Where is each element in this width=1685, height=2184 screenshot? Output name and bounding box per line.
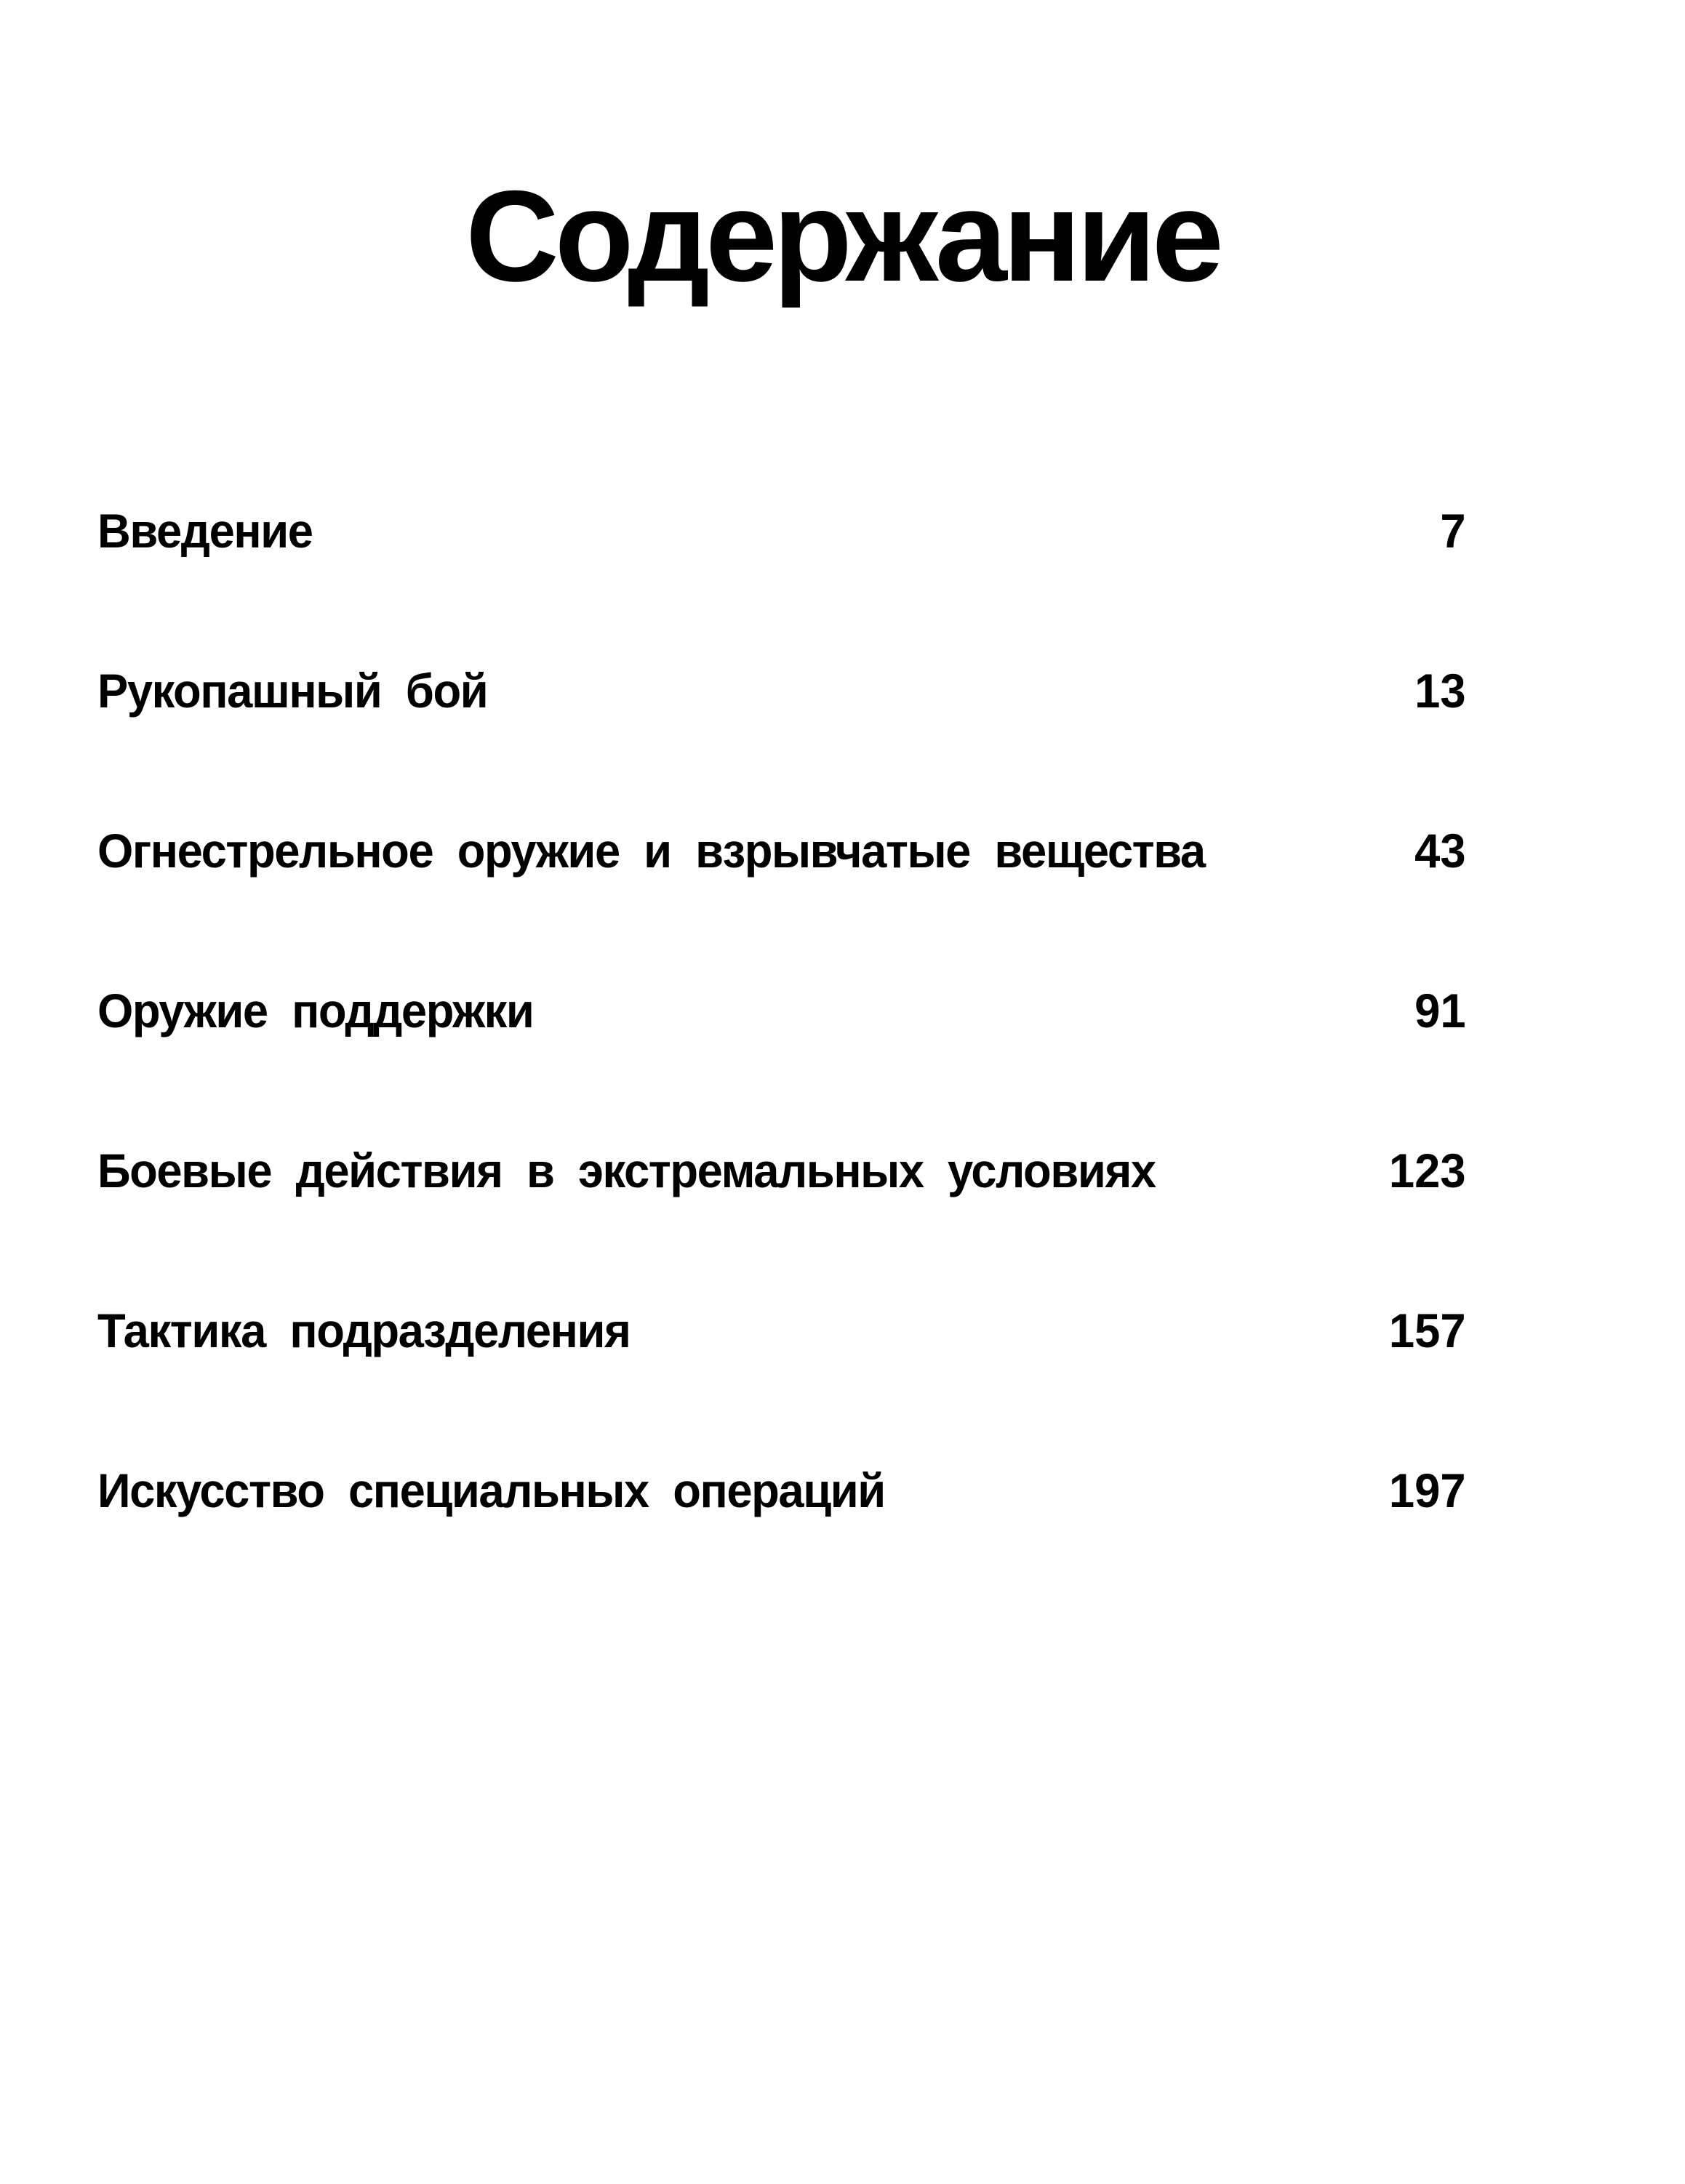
toc-entry-label: Огнестрельное оружие и взрывчатые вещества [97,824,1205,878]
toc-entry-page: 7 [1440,504,1466,558]
toc-entry-page: 43 [1414,824,1466,878]
toc-entry-label: Искусство специальных операций [97,1464,885,1517]
toc-entry-page: 197 [1388,1464,1466,1517]
toc-entry-page: 157 [1388,1304,1466,1357]
toc-entry-label: Тактика подразделения [97,1304,631,1357]
toc-entry-page: 123 [1388,1144,1466,1197]
toc-entry [97,494,1466,654]
toc-entry [97,1454,1466,1614]
toc-entry [97,1134,1466,1294]
toc-entry-label: Боевые действия в экстремальных условиях [97,1144,1156,1197]
toc-entry [97,814,1466,974]
toc-entry [97,654,1466,814]
toc-entry-page: 13 [1414,664,1466,718]
toc-entry-label: Рукопашный бой [97,664,488,718]
toc-entry-page: 91 [1414,984,1466,1037]
toc-entry-label: Введение [97,504,313,558]
table-of-contents [97,494,1523,1614]
page-title: Содержание [465,164,1220,308]
toc-entry [97,1294,1466,1454]
toc-entry-label: Оружие поддержки [97,984,534,1037]
toc-entry [97,974,1466,1134]
